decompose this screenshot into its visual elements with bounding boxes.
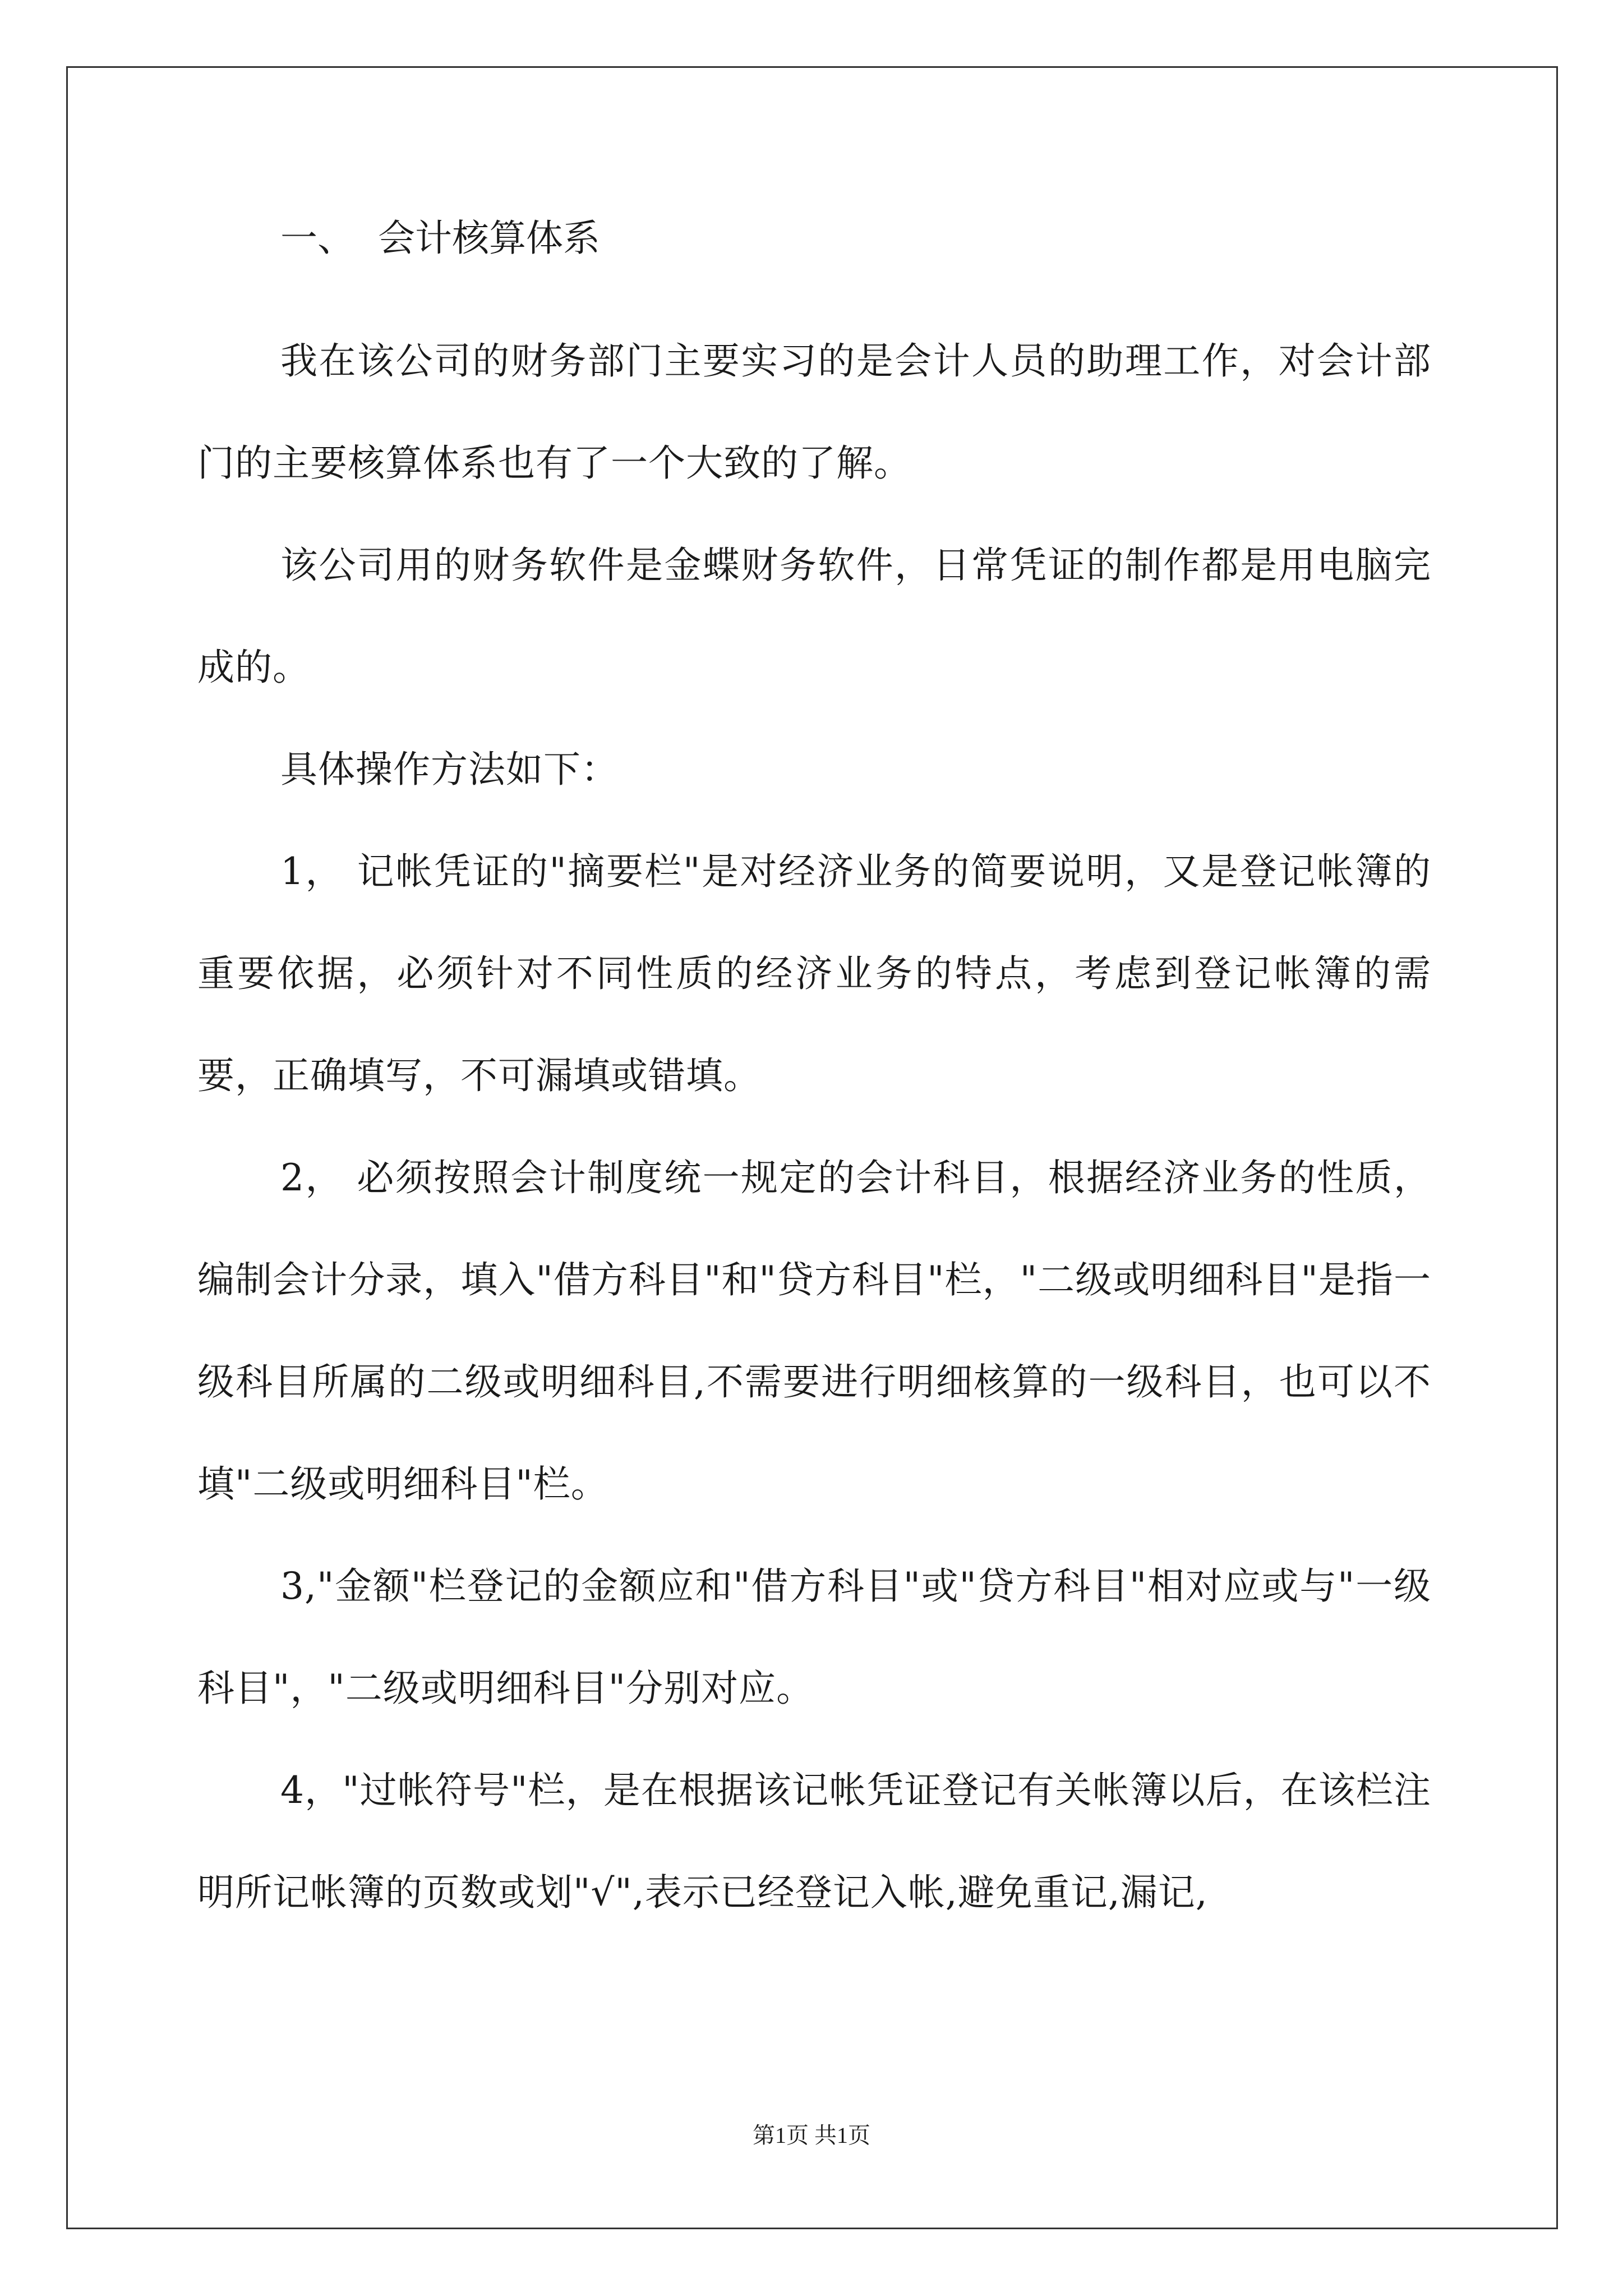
paragraph-5: 2， 必须按照会计制度统一规定的会计科目，根据经济业务的性质，编制会计分录，填入"借方科目"和"贷方科目"栏，"二级或明细科目"是指一级科目所属的二级或明细科目,不需要进行明细核算的一级科目，也可以不填"二级或明细科目"栏。 <box>197 1156 1431 1506</box>
paragraph-1: 我在该公司的财务部门主要实习的是会计人员的助理工作，对会计部门的主要核算体系也有了一个大致的了解。 <box>197 339 1431 485</box>
paragraph-7: 4，"过帐符号"栏，是在根据该记帐凭证登记有关帐簿以后，在该栏注明所记帐簿的页数或划"√",表示已经登记入帐,避免重记,漏记, <box>197 1769 1431 1914</box>
paragraph-2: 该公司用的财务软件是金蝶财务软件，日常凭证的制作都是用电脑完成的。 <box>197 544 1431 689</box>
document-body <box>197 213 1431 1944</box>
paragraph-6: 3,"金额"栏登记的金额应和"借方科目"或"贷方科目"相对应或与"一级科目"，"二级或明细科目"分别对应。 <box>197 1565 1431 1710</box>
section-heading: 一、 会计核算体系 <box>280 217 600 260</box>
paragraph-4: 1， 记帐凭证的"摘要栏"是对经济业务的简要说明，又是登记帐簿的重要依据，必须针对不同性质的经济业务的特点，考虑到登记帐簿的需要，正确填写，不可漏填或错填。 <box>197 850 1431 1097</box>
page-number-footer: 第1页 共1页 <box>753 2123 870 2148</box>
paragraph-3: 具体操作方法如下： <box>280 748 619 791</box>
